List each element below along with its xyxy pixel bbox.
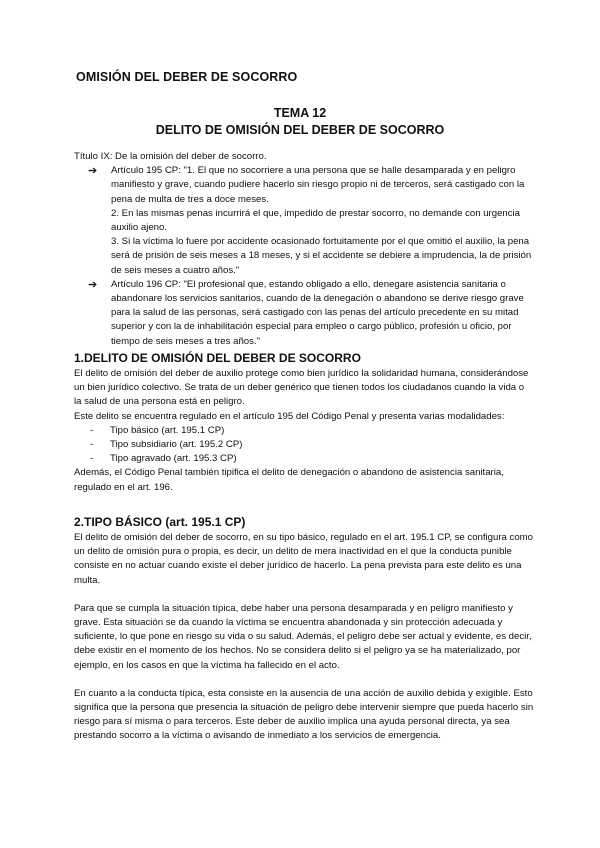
article-195-paragraph-3: 3. Si la víctima lo fuere por accidente ocasionado fortuitamente por el que omitió el auxilio, la pena será de prisión de seis meses a 18 meses, y si el accidente se debiere a imprudencia, la de prisión de seis meses a cuatro años."	[111, 236, 532, 276]
article-196-paragraph: Artículo 196 CP: "El profesional que, estando obligado a ello, denegare asistencia sanitaria o abandonare los servicios sanitarios, cuando de la denegación o abandono se derive riesgo grave para la salud de las personas, será castigado con las penas del artículo precedente en su mitad superior y con la de inhabilitación especial para empleo o cargo público, profesión u oficio, por tiempo de seis meses a tres años."	[111, 278, 524, 347]
section-1-paragraph-2: Este delito se encuentra regulado en el artículo 195 del Código Penal y presenta varias modalidades:	[74, 410, 505, 422]
article-196-item	[74, 278, 534, 349]
section-1-heading: 1.DELITO DE OMISIÓN DEL DEBER DE SOCORRO	[74, 351, 361, 365]
modality-label: Tipo agravado (art. 195.3 CP)	[110, 453, 237, 465]
section-2-paragraph-1: El delito de omisión del deber de socorro, en su tipo básico, regulado en el art. 195.1 CP, se configura como un delito de omisión pura o propia, es decir, un delito de mera inactividad en el que la conducta punible consiste en no actuar cuando existe el deber jurídico de hacerlo. La pena prevista para este delito es una multa.	[74, 532, 534, 586]
tema-title: DELITO DE OMISIÓN DEL DEBER DE SOCORRO	[155, 123, 445, 137]
arrow-right-icon: ➔	[88, 278, 98, 291]
arrow-right-icon: ➔	[88, 165, 98, 178]
modality-label: Tipo básico (art. 195.1 CP)	[110, 424, 225, 436]
intro-block	[74, 150, 534, 349]
tema-number: TEMA 12	[273, 106, 327, 120]
section-2-paragraph-3: En cuanto a la conducta típica, esta consiste en la ausencia de una acción de auxilio debida y exigible. Esto significa que la persona que presencia la situación de peligro debe intervenir siempre que pueda hacerlo sin riesgo para sí misma o para terceros. Este deber de auxilio implica una ayuda personal directa, ya sea prestando socorro a la víctima o avisando de inmediato a los servicios de emergencia.	[74, 687, 534, 742]
dash-bullet: -	[90, 439, 94, 451]
paragraph-spacer	[74, 673, 534, 687]
section-2-paragraph-2: Para que se cumpla la situación típica, debe haber una persona desamparada y en peligro manifiesto y grave. Esta situación se da cuando la víctima se encuentra abandonada y sin protección adecuada y suficiente, lo que pone en riesgo su vida o su salud. Además, el peligro debe ser actual y evidente, es decir, debe existir en el momento de los hechos. No se considera delito si el peligro ya se ha materializado, por ejemplo, en los casos en que la víctima ha fallecido en el acto.	[74, 602, 532, 671]
dash-bullet: -	[90, 453, 94, 465]
list-item	[74, 424, 534, 438]
article-195-paragraph-2: 2. En las mismas penas incurrirá el que, impedido de prestar socorro, no demande con urgencia auxilio ajeno.	[111, 207, 521, 234]
section-2-heading: 2.TIPO BÁSICO (art. 195.1 CP)	[74, 515, 246, 529]
paragraph-spacer	[74, 588, 534, 602]
section-1-paragraph-3: Además, el Código Penal también tipifica el delito de denegación o abandono de asistencia sanitaria, regulado en el art. 196.	[74, 467, 504, 493]
section-1-body	[74, 367, 534, 495]
article-195-paragraph-1: Artículo 195 CP: "1. El que no socorriere a una persona que se halle desamparada y en peligro manifiesto y grave, cuando pudiere hacerlo sin riesgo propio ni de terceros, será castigado con la pena de multa de tres a doce meses.	[111, 165, 525, 205]
section-1-paragraph-1: El delito de omisión del deber de auxilio protege como bien jurídico la solidaridad humana, considerándose un bien jurídico colectivo. Se trata de un deber genérico que tienen todos los ciudadanos cuando la vida o la salud de una persona está en peligro.	[74, 368, 529, 408]
modalities-list	[74, 424, 534, 467]
intro-title-line: Título IX: De la omisión del deber de socorro.	[74, 151, 267, 162]
list-item	[74, 452, 534, 466]
list-item	[74, 438, 534, 452]
dash-bullet: -	[90, 424, 94, 436]
article-195-item	[74, 164, 534, 278]
modality-label: Tipo subsidiario (art. 195.2 CP)	[110, 439, 243, 451]
section-2-body	[74, 531, 534, 744]
tema-heading	[0, 105, 600, 139]
document-title: OMISIÓN DEL DEBER DE SOCORRO	[76, 70, 298, 84]
